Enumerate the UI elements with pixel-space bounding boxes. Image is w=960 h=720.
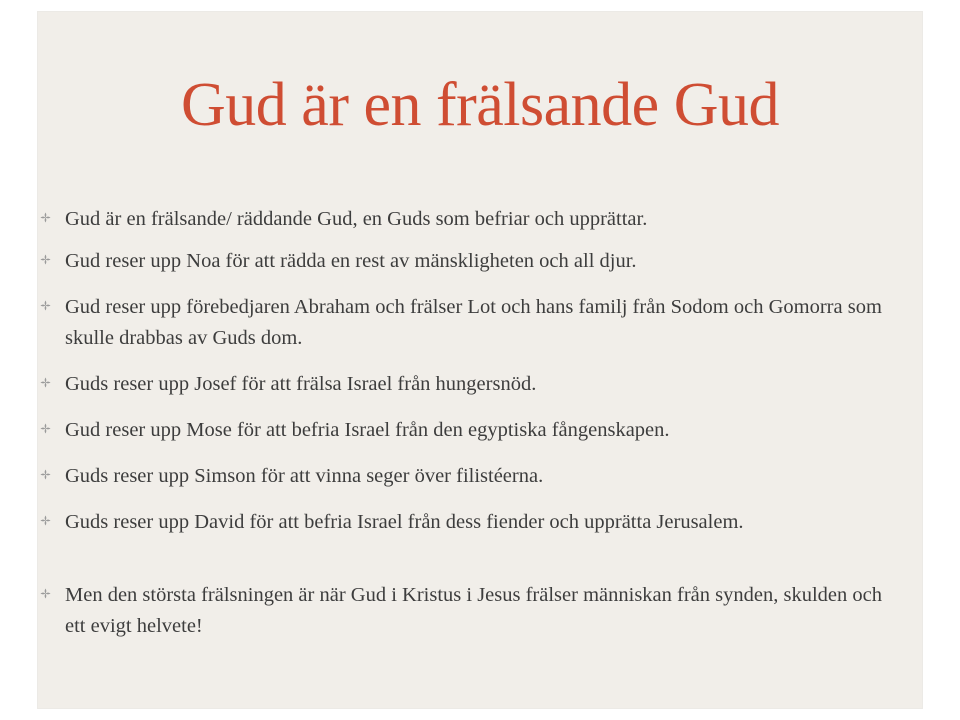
ornament-bullet-icon [40,515,51,526]
bullet-list [38,12,922,708]
bullet-text: Men den största frälsningen är när Gud i Kristus i Jesus frälser människan från synden, skulden och ett evigt helvete! [65,584,882,637]
bullet-text: Gud reser upp Mose för att befria Israel från den egyptiska fångenskapen. [65,419,670,441]
ornament-bullet-icon [40,588,51,599]
slide [38,12,922,708]
slide-title: Gud är en frälsande Gud [181,71,779,139]
ornament-bullet-icon [40,212,51,223]
ornament-bullet-icon [40,469,51,480]
ornament-bullet-icon [40,377,51,388]
bullet-text: Gud reser upp förebedjaren Abraham och frälser Lot och hans familj från Sodom och Gomorra som skulle drabbas av Guds dom. [65,296,882,349]
ornament-bullet-icon [40,300,51,311]
bullet-text: Guds reser upp Simson för att vinna seger över filistéerna. [65,465,544,487]
bullet-text: Guds reser upp Josef för att frälsa Israel från hungersnöd. [65,373,537,395]
bullet-text: Gud reser upp Noa för att rädda en rest av mänskligheten och all djur. [65,250,637,272]
ornament-bullet-icon [40,423,51,434]
ornament-bullet-icon [40,254,51,265]
bullet-text: Gud är en frälsande/ räddande Gud, en Guds som befriar och upprättar. [65,208,648,230]
bullet-text: Guds reser upp David för att befria Israel från dess fiender och upprätta Jerusalem. [65,511,744,533]
